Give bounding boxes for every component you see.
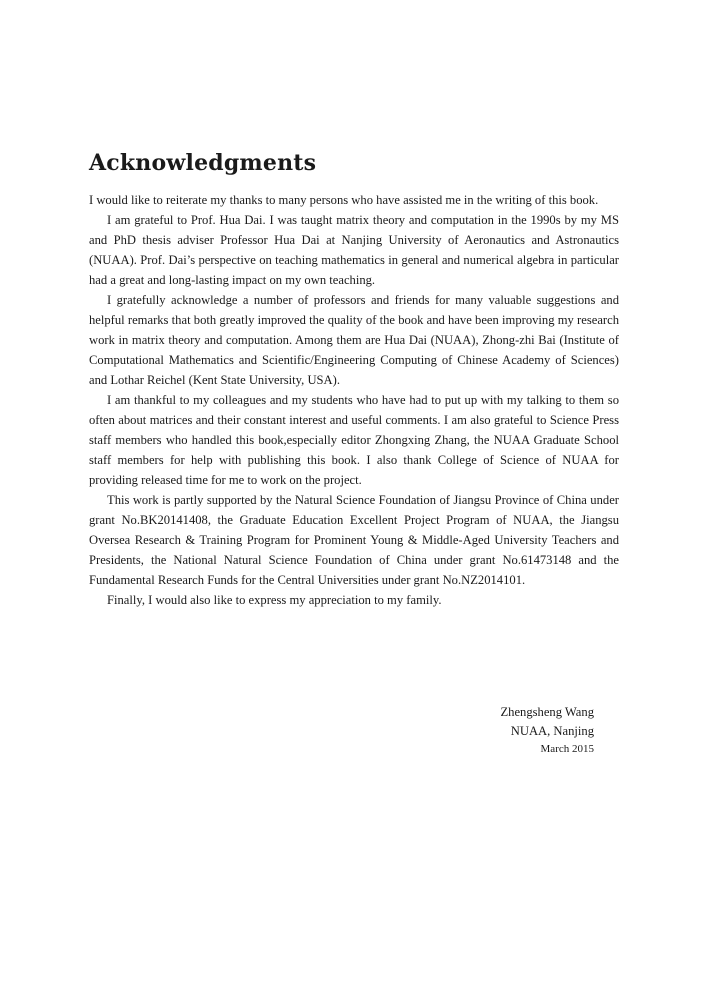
- paragraph-intro: I would like to reiterate my thanks to many persons who have assisted me in the writing of this book.: [89, 193, 599, 207]
- paragraph-colleagues-students: I am thankful to my colleagues and my students who have had to put up with my talking to them so often about matrices and their constant interest and useful comments. I am also grateful to Science Press staff members who handled this book,especially editor Zhongxing Zhang, the NUAA Graduate School staff members for help with publishing this book. I also thank College of Science of NUAA for providing released time for me to work on the project.: [89, 393, 619, 487]
- paragraph-family: Finally, I would also like to express my appreciation to my family.: [107, 593, 442, 607]
- page-title: Acknowledgments: [89, 150, 317, 176]
- signature-date: March 2015: [540, 743, 594, 755]
- signature-place: NUAA, Nanjing: [510, 724, 594, 738]
- paragraph-funding: This work is partly supported by the Natural Science Foundation of Jiangsu Province of China under grant No.BK20141408, the Graduate Education Excellent Project Program of NUAA, the Jiangsu Oversea Research & Training Program for Prominent Young & Middle-Aged University Teachers and Presidents, the National Natural Science Foundation of China under grant No.61473148 and the Fundamental Research Funds for the Central Universities under grant No.NZ2014101.: [89, 493, 619, 587]
- signature-name: Zhengsheng Wang: [500, 705, 594, 719]
- acknowledgments-page: [89, 148, 619, 755]
- paragraph-professors-friends: I gratefully acknowledge a number of professors and friends for many valuable suggestions and helpful remarks that both greatly improved the quality of the book and have been improving my research work in matrix theory and computation. Among them are Hua Dai (NUAA), Zhong-zhi Bai (Institute of Computational Mathematics and Scientific/Engineering Computing of Chinese Academy of Sciences) and Lothar Reichel (Kent State University, USA).: [89, 293, 619, 387]
- signature-block: [500, 703, 594, 758]
- paragraph-hua-dai: I am grateful to Prof. Hua Dai. I was taught matrix theory and computation in the 1990s by my MS and PhD thesis adviser Professor Hua Dai at Nanjing University of Aeronautics and Astronautics (NUAA). Prof. Dai’s perspective on teaching mathematics in general and numerical algebra in particular had a great and long-lasting impact on my own teaching.: [89, 213, 619, 287]
